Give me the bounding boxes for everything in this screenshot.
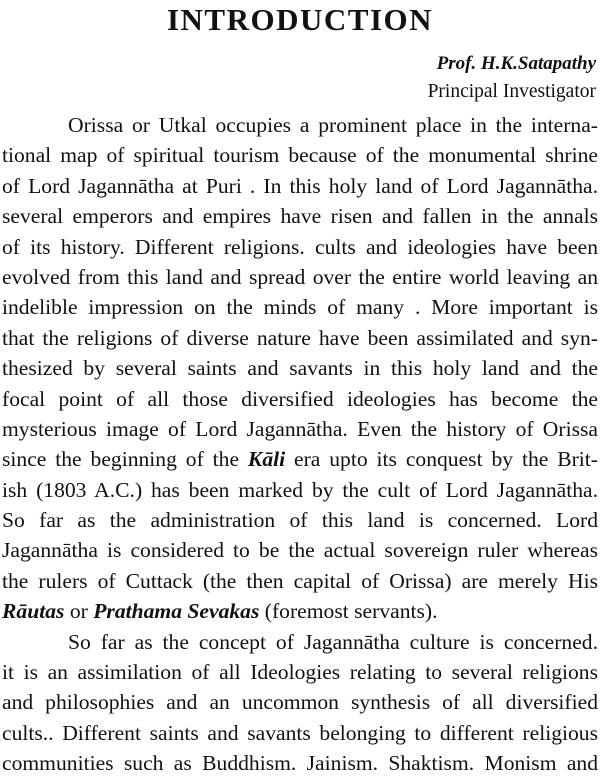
line-text: (foremost servants). <box>259 599 438 624</box>
line-text: or <box>64 599 94 624</box>
paragraph-1-line: indelible impression on the minds of many . More important is <box>2 295 598 320</box>
paragraph-1-line <box>2 444 598 474</box>
paragraph-1-line: Orissa or Utkal occupies a prominent place in the interna- <box>68 113 598 137</box>
paragraph-2-line: it is an assimilation of all Ideologies relating to several religions <box>2 660 598 685</box>
author-role: Principal Investigator <box>427 81 596 102</box>
author-name: Prof. H.K.Satapathy <box>436 53 596 74</box>
line-text: era upto its conquest by the Brit- <box>285 447 598 472</box>
paragraph-1-line: that the religions of diverse nature have been assimilated and syn- <box>2 325 598 350</box>
paragraph-1-line: of its history. Different religions. cults and ideologies have been <box>2 234 598 259</box>
paragraph-1-line: tional map of spiritual tourism because of the monumental shrine <box>2 143 598 168</box>
paragraph-1-line: focal point of all those diversified ideologies has become the <box>2 386 598 411</box>
page-title: INTRODUCTION <box>166 2 434 37</box>
paragraph-1-line: mysterious image of Lord Jagannātha. Even the history of Orissa <box>2 416 598 441</box>
line-text: since the beginning of the <box>2 447 248 472</box>
paragraph-1-line: Jagannātha is considered to be the actual sovereign ruler whereas <box>2 538 598 563</box>
paragraph-2-line: communities such as Buddhism. Jainism. Shaktism. Monism and <box>2 751 598 776</box>
paragraph-1-line: ish (1803 A.C.) has been marked by the cult of Lord Jagannātha. <box>2 477 598 502</box>
paragraph-2-line: So far as the concept of Jagannātha culture is concerned. <box>68 629 598 654</box>
paragraph-2-line: and philosophies and an uncommon synthesis of all diversified <box>2 690 598 715</box>
emphasis-term: Rāutas <box>2 599 65 624</box>
emphasis-term: Kāli <box>247 447 286 472</box>
paragraph-1-line: of Lord Jagannātha at Puri . In this holy land of Lord Jagannātha. <box>2 173 598 198</box>
paragraph-2-line: cults.. Different saints and savants belonging to different religious <box>2 720 598 745</box>
paragraph-1-line <box>2 596 598 626</box>
body-text <box>2 110 598 779</box>
paragraph-1-line: evolved from this land and spread over the entire world leaving an <box>2 264 598 289</box>
emphasis-term: Prathama Sevakas <box>93 599 260 624</box>
paragraph-1-line: thesized by several saints and savants in this holy land and the <box>2 356 598 381</box>
paragraph-1-line: several emperors and empires have risen and fallen in the annals <box>2 204 598 229</box>
paragraph-1-line: So far as the administration of this land is concerned. Lord <box>2 508 598 533</box>
paragraph-1-line: the rulers of Cuttack (the then capital of Orissa) are merely His <box>2 568 598 593</box>
